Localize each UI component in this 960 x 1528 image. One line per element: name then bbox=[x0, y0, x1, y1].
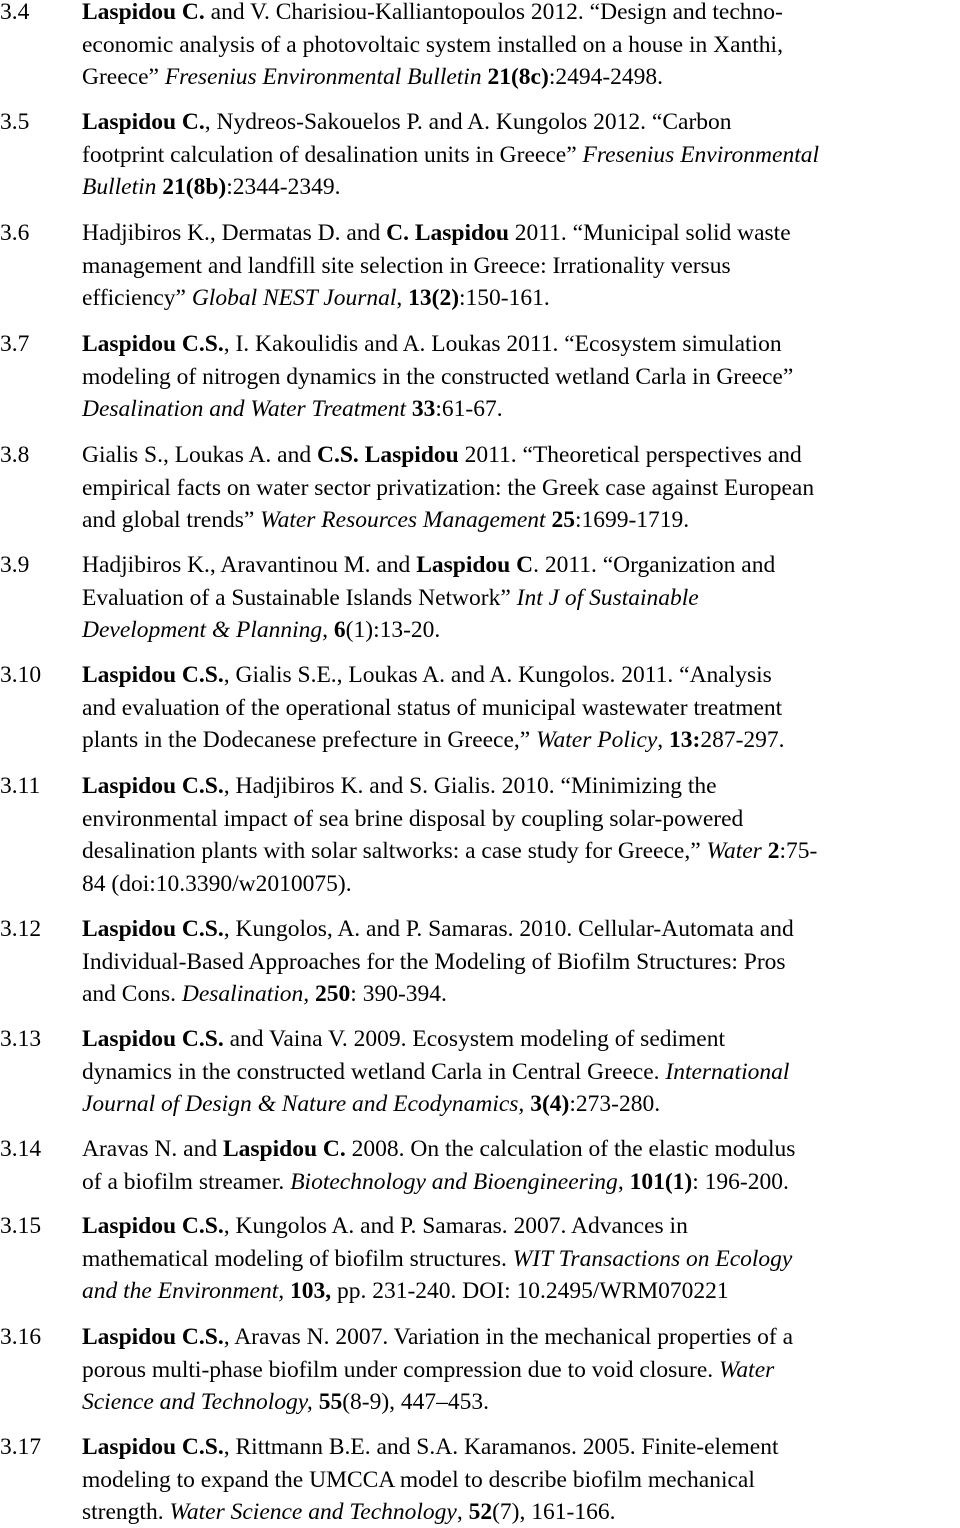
text-run: , Aravas N. 2007. Variation in the mechanical properties of a bbox=[223, 1324, 794, 1350]
reference-line bbox=[82, 1321, 793, 1353]
bold-text: 3(4) bbox=[530, 1091, 570, 1117]
text-run: dynamics in the constructed wetland Carla in Central Greece. bbox=[82, 1058, 666, 1085]
text-run: pp. 231-240. DOI: 10.2495/WRM070221 bbox=[331, 1278, 729, 1304]
bold-text: Laspidou C. bbox=[222, 1136, 346, 1162]
bold-text: Laspidou C.S. bbox=[82, 662, 224, 688]
text-run: Aravas N. and bbox=[82, 1136, 223, 1162]
text-run: , Kungolos, A. and P. Samaras. 2010. Cellular-Automata and bbox=[223, 916, 794, 942]
reference-line bbox=[82, 1133, 795, 1165]
reference-line bbox=[82, 659, 772, 691]
bold-text: Laspidou C.S. bbox=[82, 916, 224, 942]
reference-number: 3.11 bbox=[0, 773, 41, 799]
bold-text: 13(2) bbox=[408, 285, 460, 311]
text-run: , Gialis S.E., Loukas A. and A. Kungolos. 2011. “Analysis bbox=[223, 662, 772, 688]
text-run: (1):13-20. bbox=[345, 617, 441, 643]
text-run: efficiency” bbox=[82, 285, 192, 311]
text-run: , bbox=[456, 1499, 469, 1525]
text-run: Individual-Based Approaches for the Modeling of Biofilm Structures: Pros bbox=[82, 948, 786, 975]
bold-text: 21(8b) bbox=[162, 174, 227, 200]
text-run: Greece” bbox=[82, 64, 165, 90]
reference-line bbox=[82, 1275, 729, 1307]
italic-text: Desalination and Water Treatment bbox=[82, 396, 406, 422]
text-run: and Cons. bbox=[82, 981, 182, 1007]
reference-line bbox=[82, 835, 817, 867]
bold-text: 13: bbox=[669, 727, 701, 753]
reference-line bbox=[82, 868, 352, 900]
italic-text: Science and Technology, bbox=[82, 1389, 313, 1415]
bold-text: Laspidou C bbox=[416, 552, 534, 578]
italic-text: Water bbox=[719, 1356, 775, 1383]
reference-number: 3.16 bbox=[0, 1324, 42, 1350]
reference-line bbox=[82, 106, 732, 138]
text-run: modeling of nitrogen dynamics in the constructed wetland Carla in Greece” bbox=[82, 363, 794, 390]
reference-line bbox=[82, 770, 717, 802]
reference-number: 3.17 bbox=[0, 1434, 42, 1460]
italic-text: Journal of Design & Nature and Ecodynamics, bbox=[82, 1091, 525, 1117]
reference-number: 3.14 bbox=[0, 1136, 42, 1162]
bold-text: Laspidou C. bbox=[82, 109, 205, 135]
italic-text: Int J of Sustainable bbox=[516, 584, 699, 611]
text-run: 84 (doi:10.3390/w2010075). bbox=[82, 870, 352, 897]
text-run: :2344-2349. bbox=[226, 174, 341, 200]
reference-number: 3.5 bbox=[0, 109, 30, 135]
text-run: , bbox=[396, 285, 409, 311]
italic-text: Global NEST Journal bbox=[191, 285, 397, 311]
reference-line bbox=[82, 61, 663, 93]
text-run: , I. Kakoulidis and A. Loukas 2011. “Ecosystem simulation bbox=[223, 331, 782, 357]
reference-line bbox=[82, 1056, 789, 1088]
text-run: empirical facts on water sector privatization: the Greek case against European bbox=[82, 474, 815, 501]
bold-text: 21(8c) bbox=[487, 64, 549, 90]
bold-text: Laspidou C.S. bbox=[82, 1434, 224, 1460]
bold-text: C. Laspidou bbox=[386, 220, 509, 246]
reference-line bbox=[82, 282, 550, 314]
reference-line bbox=[82, 1496, 615, 1528]
italic-text: Water Resources Management bbox=[260, 507, 546, 533]
reference-line bbox=[82, 250, 731, 282]
text-run: strength. bbox=[82, 1499, 170, 1525]
text-run: Evaluation of a Sustainable Islands Network” bbox=[82, 584, 517, 611]
reference-line bbox=[82, 328, 782, 360]
text-run: of a biofilm streamer. bbox=[82, 1168, 291, 1195]
text-run: Gialis S., Loukas A. and bbox=[82, 442, 317, 468]
text-run: : 196-200. bbox=[692, 1168, 789, 1195]
reference-number: 3.15 bbox=[0, 1213, 42, 1239]
reference-line bbox=[82, 393, 503, 425]
italic-text: Water bbox=[706, 838, 762, 864]
text-run: 2011. “Theoretical perspectives and bbox=[458, 442, 802, 468]
text-run: :61-67. bbox=[435, 396, 503, 422]
reference-line bbox=[82, 614, 440, 646]
text-run: and Vaina V. 2009. Ecosystem modeling of sediment bbox=[223, 1026, 726, 1052]
italic-text: Fresenius Environmental bbox=[582, 141, 819, 168]
bold-text: Laspidou C. bbox=[82, 0, 205, 25]
text-run: :273-280. bbox=[569, 1091, 661, 1117]
italic-text: International bbox=[665, 1058, 790, 1085]
reference-line bbox=[82, 472, 814, 504]
text-run: , Kungolos A. and P. Samaras. 2007. Advances in bbox=[223, 1213, 688, 1239]
text-run: :2494-2498. bbox=[548, 64, 664, 90]
bold-text: 33 bbox=[411, 396, 436, 422]
text-run: management and landfill site selection in Greece: Irrationality versus bbox=[82, 252, 731, 279]
reference-line bbox=[82, 803, 743, 835]
reference-line bbox=[82, 1431, 779, 1463]
bold-text: 250 bbox=[315, 981, 351, 1007]
text-run: , bbox=[617, 1168, 630, 1195]
reference-line bbox=[82, 217, 791, 249]
text-run: environmental impact of sea brine disposal by coupling solar-powered bbox=[82, 805, 744, 832]
text-run: (7), 161-166. bbox=[492, 1499, 616, 1525]
italic-text: Water Science and Technology bbox=[169, 1499, 457, 1525]
text-run: , Hadjibiros K. and S. Gialis. 2010. “Minimizing the bbox=[223, 773, 717, 799]
text-run: and global trends” bbox=[82, 507, 261, 533]
italic-text: Development & Planning, bbox=[82, 617, 329, 643]
bold-text: 55 bbox=[318, 1389, 343, 1415]
italic-text: Desalination, bbox=[181, 981, 310, 1007]
text-run: 2011. “Municipal solid waste bbox=[508, 220, 791, 246]
italic-text: and the Environment, bbox=[82, 1278, 285, 1304]
reference-number: 3.4 bbox=[0, 0, 30, 25]
reference-line bbox=[82, 171, 341, 203]
reference-line bbox=[82, 439, 802, 471]
reference-line bbox=[82, 1464, 755, 1496]
bold-text: Laspidou C.S. bbox=[82, 773, 224, 799]
reference-line bbox=[82, 1210, 688, 1242]
italic-text: Fresenius Environmental Bulletin bbox=[164, 64, 482, 90]
text-run: , bbox=[657, 727, 670, 753]
text-run: :150-161. bbox=[459, 285, 550, 311]
text-run: :75- bbox=[779, 838, 818, 864]
italic-text: Bulletin bbox=[82, 174, 157, 200]
text-run: plants in the Dodecanese prefecture in Greece,” bbox=[82, 727, 537, 753]
bold-text: Laspidou C.S. bbox=[82, 1026, 224, 1052]
reference-line bbox=[82, 1088, 660, 1120]
reference-line bbox=[82, 724, 785, 756]
text-run: and V. Charisiou-Kalliantopoulos 2012. “Design and techno- bbox=[204, 0, 783, 25]
reference-line bbox=[82, 1354, 774, 1386]
reference-number: 3.8 bbox=[0, 442, 30, 468]
bold-text: 6 bbox=[333, 617, 346, 643]
italic-text: Water Policy bbox=[536, 727, 658, 753]
text-run: footprint calculation of desalination units in Greece” bbox=[82, 141, 583, 168]
reference-line bbox=[82, 1243, 792, 1275]
reference-number: 3.10 bbox=[0, 662, 42, 688]
text-run: , Rittmann B.E. and S.A. Karamanos. 2005. Finite-element bbox=[223, 1434, 779, 1460]
text-run: mathematical modeling of biofilm structures. bbox=[82, 1245, 513, 1272]
reference-line bbox=[82, 1386, 489, 1418]
text-run: :1699-1719. bbox=[574, 507, 690, 533]
text-run: economic analysis of a photovoltaic system installed on a house in Xanthi, bbox=[82, 31, 783, 58]
bold-text: Laspidou C.S. bbox=[82, 1324, 224, 1350]
reference-line bbox=[82, 29, 783, 61]
reference-line bbox=[82, 504, 689, 536]
text-run: 2008. On the calculation of the elastic modulus bbox=[345, 1136, 796, 1162]
reference-line bbox=[82, 361, 793, 393]
reference-number: 3.9 bbox=[0, 552, 30, 578]
text-run: . 2011. “Organization and bbox=[533, 552, 776, 578]
text-run: : 390-394. bbox=[350, 981, 447, 1007]
bold-text: 52 bbox=[468, 1499, 493, 1525]
bold-text: 2 bbox=[767, 838, 780, 864]
reference-line bbox=[82, 978, 447, 1010]
reference-line bbox=[82, 582, 699, 614]
text-run: modeling to expand the UMCCA model to describe biofilm mechanical bbox=[82, 1466, 755, 1493]
bold-text: Laspidou C.S. bbox=[82, 331, 224, 357]
bold-text: C.S. Laspidou bbox=[317, 442, 459, 468]
text-run: (8-9), 447–453. bbox=[342, 1389, 490, 1415]
reference-line bbox=[82, 139, 819, 171]
reference-number: 3.13 bbox=[0, 1026, 42, 1052]
reference-line bbox=[82, 946, 786, 978]
text-run: porous multi-phase biofilm under compression due to void closure. bbox=[82, 1356, 720, 1383]
italic-text: WIT Transactions on Ecology bbox=[512, 1245, 793, 1272]
text-run: , Nydreos-Sakouelos P. and A. Kungolos 2012. “Carbon bbox=[204, 109, 732, 135]
reference-number: 3.7 bbox=[0, 331, 30, 357]
reference-number: 3.12 bbox=[0, 916, 42, 942]
bold-text: 103, bbox=[289, 1278, 332, 1304]
text-run: 287-297. bbox=[700, 727, 785, 753]
bold-text: 101(1) bbox=[629, 1168, 693, 1195]
bold-text: Laspidou C.S. bbox=[82, 1213, 224, 1239]
reference-line bbox=[82, 0, 783, 28]
reference-line bbox=[82, 1166, 789, 1198]
reference-line bbox=[82, 692, 782, 724]
reference-number: 3.6 bbox=[0, 220, 30, 246]
reference-line bbox=[82, 913, 794, 945]
text-run: Hadjibiros K., Dermatas D. and bbox=[82, 220, 387, 246]
text-run: Hadjibiros K., Aravantinou M. and bbox=[82, 552, 417, 578]
text-run: and evaluation of the operational status of municipal wastewater treatment bbox=[82, 694, 783, 721]
bold-text: 25 bbox=[551, 507, 575, 533]
italic-text: Biotechnology and Bioengineering bbox=[290, 1168, 618, 1195]
text-run: desalination plants with solar saltworks: a case study for Greece,” bbox=[82, 838, 707, 864]
reference-line bbox=[82, 549, 775, 581]
reference-line bbox=[82, 1023, 725, 1055]
